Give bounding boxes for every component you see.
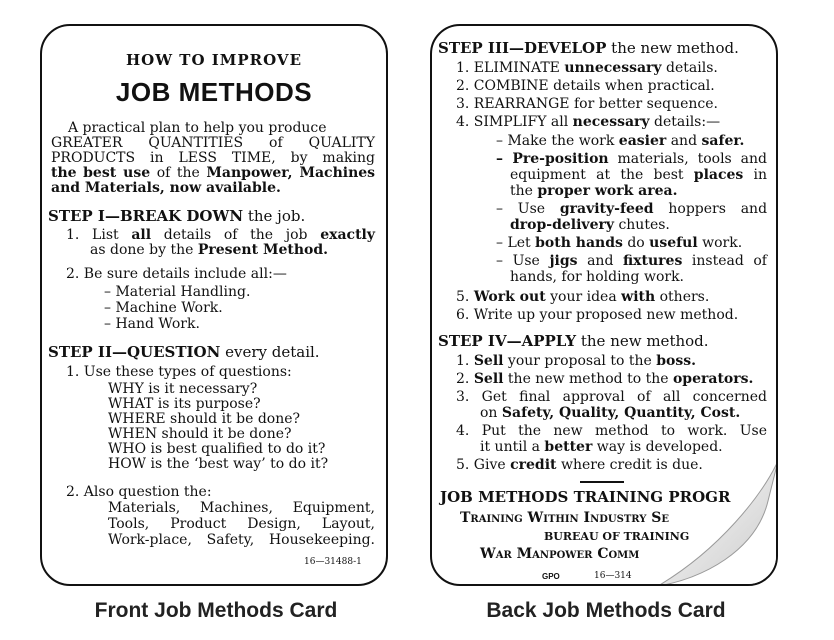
simplify-sub-item-cont: the proper work area. (510, 183, 678, 199)
step-4-item: 2. Sell the new method to the operators. (456, 371, 754, 387)
front-job-methods-card (40, 24, 388, 586)
step-4-item: 1. Sell your proposal to the boss. (456, 353, 697, 369)
question-line: WHY is it necessary? (108, 381, 258, 397)
step-3-item: 1. ELIMINATE unnecessary details. (456, 60, 718, 76)
simplify-sub-item-cont: drop-delivery chutes. (510, 217, 670, 233)
simplify-sub-item-cont: equipment at the best places in (510, 167, 768, 183)
intro-line: A practical plan to help you produce (68, 120, 327, 136)
back-job-methods-card (430, 24, 778, 586)
intro-line: the best use of the Manpower, Machines (51, 165, 376, 181)
step-3-item: 5. Work out your idea with others. (456, 289, 710, 305)
step-3-item: 3. REARRANGE for better sequence. (456, 96, 718, 112)
simplify-sub-item: – Make the work easier and safer. (496, 133, 745, 149)
intro-line: GREATER QUANTITIES of QUALITY (51, 135, 375, 151)
simplify-sub-item: – Let both hands do useful work. (496, 235, 743, 251)
question-line: HOW is the ‘best way’ to do it? (108, 456, 329, 472)
step-4-item: 4. Put the new method to work. Use (456, 423, 767, 439)
step-1-sub-item: – Hand Work. (104, 316, 200, 332)
footer-twi: Training Within Industry Se (460, 510, 670, 526)
step-3-item: 4. SIMPLIFY all necessary details:— (456, 114, 721, 130)
also-line: Tools, Product Design, Layout, (108, 516, 375, 532)
simplify-sub-item: – Pre-position materials, tools and (496, 151, 767, 167)
step-4-item: 5. Give credit where credit is due. (456, 457, 703, 473)
step-2-item-2: 2. Also question the: (66, 484, 212, 500)
question-line: WHO is best qualified to do it? (108, 441, 326, 457)
simplify-sub-item-cont: hands, for holding work. (510, 269, 685, 285)
step-2-item-1: 1. Use these types of questions: (66, 364, 292, 380)
step-1-item-1: 1. List all details of the job exactly (66, 227, 375, 243)
step-4-item: 3. Get final approval of all concerned (456, 389, 767, 405)
step-4-item-cont: on Safety, Quality, Quantity, Cost. (480, 405, 741, 421)
step-2-heading: STEP II—QUESTION every detail. (48, 343, 320, 361)
intro-line: PRODUCTS in LESS TIME, by making (51, 150, 375, 166)
question-line: WHEN should it be done? (108, 426, 292, 442)
step-1-sub-item: – Machine Work. (104, 300, 223, 316)
step-1-sub-item: – Material Handling. (104, 284, 251, 300)
step-3-item: 2. COMBINE details when practical. (456, 78, 715, 94)
back-card-caption: Back Job Methods Card (486, 599, 726, 622)
divider-rule (580, 481, 624, 483)
step-3-item: 6. Write up your proposed new method. (456, 307, 739, 323)
step-4-heading: STEP IV—APPLY the new method. (438, 332, 709, 350)
card-title: HOW TO IMPROVE (126, 51, 302, 69)
footer-code: 16—314 (594, 571, 632, 581)
step-4-item-cont: it until a better way is developed. (480, 439, 723, 455)
step-1-item-1-cont: as done by the Present Method. (90, 242, 328, 258)
question-line: WHAT is its purpose? (108, 396, 261, 412)
print-code: 16—31488-1 (304, 557, 362, 567)
footer-wmc: War Manpower Comm (480, 546, 640, 562)
step-1-heading: STEP I—BREAK DOWN the job. (48, 207, 306, 225)
card-heading: JOB METHODS (115, 77, 313, 107)
front-card-caption: Front Job Methods Card (94, 599, 338, 622)
step-1-item-2: 2. Be sure details include all:— (66, 266, 287, 282)
page-curl-graphic (658, 461, 778, 586)
step-3-heading: STEP III—DEVELOP the new method. (438, 39, 739, 57)
simplify-sub-item: – Use jigs and fixtures instead of (496, 253, 767, 269)
also-line: Work-place, Safety, Housekeeping. (108, 532, 375, 548)
also-line: Materials, Machines, Equipment, (108, 500, 375, 516)
question-line: WHERE should it be done? (108, 411, 301, 427)
footer-bureau: BUREAU OF TRAINING (544, 530, 690, 543)
intro-line: and Materials, now available. (51, 180, 281, 196)
footer-program: JOB METHODS TRAINING PROGR (440, 488, 731, 506)
footer-gpo: GPO (542, 572, 560, 581)
simplify-sub-item: – Use gravity-feed hoppers and (496, 201, 768, 217)
